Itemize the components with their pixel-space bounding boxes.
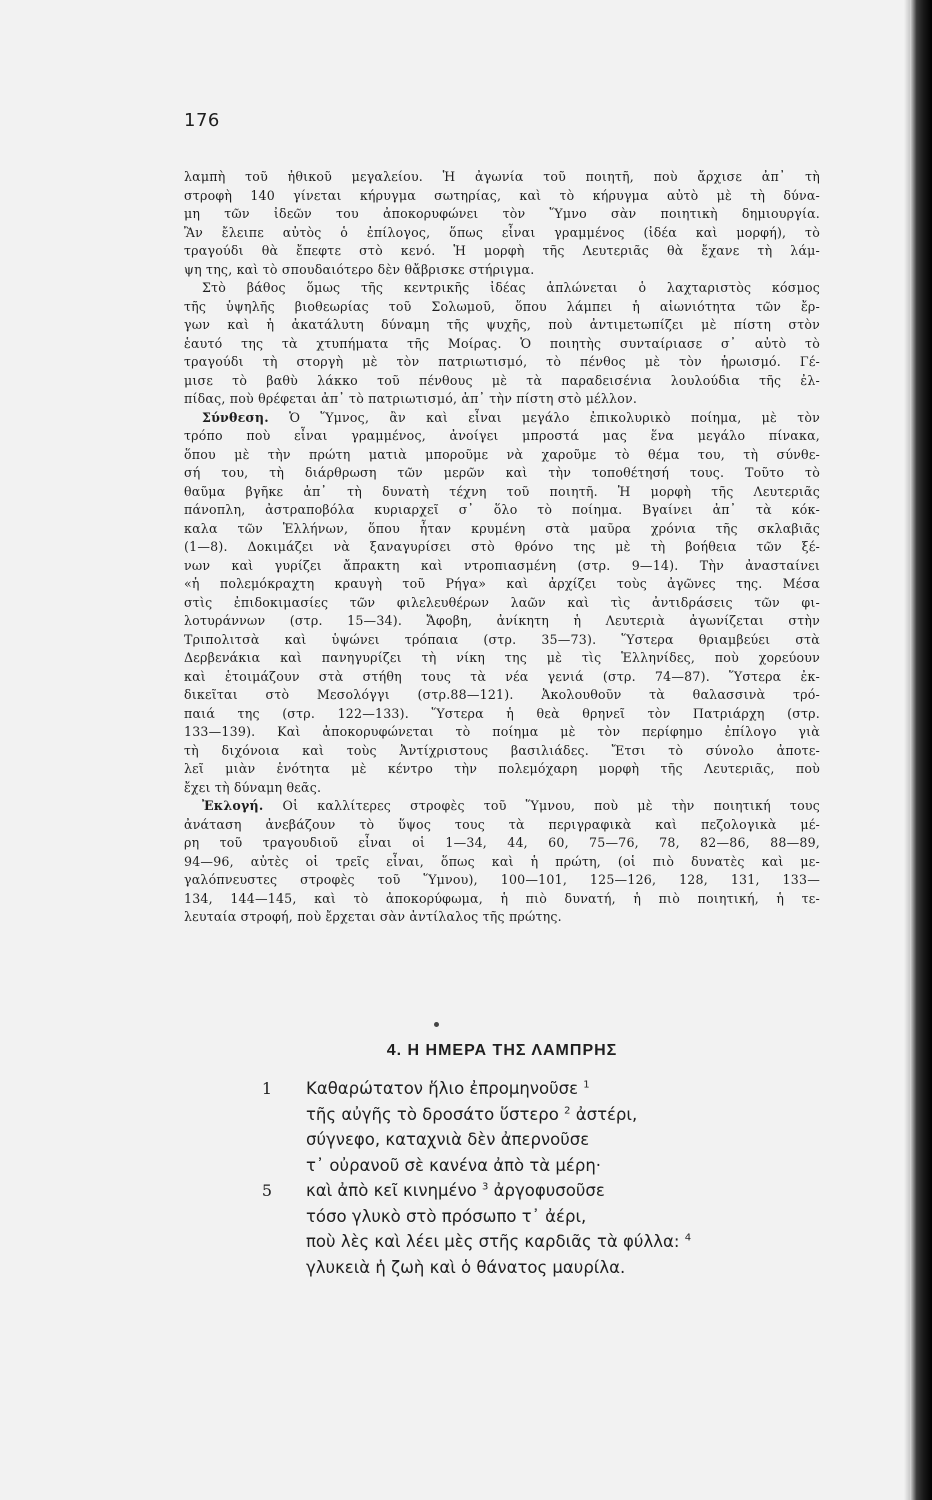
text-line xyxy=(184,816,820,835)
verse-words: τόσο γλυκὸ στὸ πρόσωπο τ᾽ ἀέρι, xyxy=(306,1206,587,1226)
text-run: πίδας, ποὺ θρέφεται ἀπ᾽ τὸ πατριωτισμό, ἀπ᾽ τὴν πίστη στὸ μέλλον. xyxy=(184,391,638,406)
text-run: θαῦμα βγῆκε ἀπ᾽ τὴ δυνατὴ τέχνη τοῦ ποιητῆ. Ἡ μορφὴ τῆς Λευτεριᾶς xyxy=(184,483,820,499)
footnote-marker: 1 xyxy=(583,1079,590,1091)
text-run: 133—139). Καὶ ἀποκορυφώνεται τὸ ποίημα μὲ τὸν περίφημο ἐπίλογο γιὰ xyxy=(184,724,820,739)
poem-text xyxy=(258,1076,758,1280)
text-line xyxy=(184,557,820,576)
verse-line xyxy=(258,1255,758,1281)
verse-words-after-note: ἀστέρι, xyxy=(570,1104,638,1124)
verse-line xyxy=(258,1127,758,1153)
text-run: ἑαυτό της τὰ χτυπήματα τῆς Μοίρας. Ὁ ποιητὴς συνταίριασε σ᾽ αὐτὸ τὸ xyxy=(184,335,820,351)
footnote-marker: 4 xyxy=(684,1232,692,1244)
verse-words-after-note: ἀργοφυσοῦσε xyxy=(488,1181,605,1200)
text-run: Τριπολιτσὰ καὶ ὑψώνει τρόπαια (στρ. 35—73). Ὕστερα θριαμβεύει στὰ xyxy=(184,631,820,647)
text-run: στροφὴ 140 γίνεται κήρυγμα σωτηρίας, καὶ τὸ κήρυγμα αὐτὸ μὲ τὴ δύνα- xyxy=(184,187,820,203)
text-line xyxy=(184,853,820,872)
verse-text xyxy=(306,1153,601,1179)
text-line xyxy=(184,668,820,687)
footnote-marker: 3 xyxy=(482,1181,489,1193)
verse-number: 1 xyxy=(261,1079,272,1098)
text-run: δικεῖται στὸ Μεσολόγγι (στρ.88—121). Ἀκολουθοῦν τὰ θαλασσινὰ τρό- xyxy=(184,687,820,702)
text-run: λεῖ μιὰν ἑνότητα μὲ κέντρο τὴν πολεμόχαρη μορφὴ τῆς Λευτεριᾶς, ποὺ xyxy=(184,761,820,776)
text-line xyxy=(184,760,820,779)
verse-words: καὶ ἀπὸ κεῖ κινημένο xyxy=(306,1181,477,1200)
text-line xyxy=(184,483,820,502)
text-run: 94—96, αὐτὲς οἱ τρεῖς εἶναι, ὅπως καὶ ἡ πρώτη, (οἱ πιὸ δυνατὲς καὶ με- xyxy=(184,853,820,869)
text-line xyxy=(184,409,820,428)
text-line xyxy=(184,520,820,539)
text-line xyxy=(184,446,820,465)
text-line xyxy=(184,779,820,798)
verse-text xyxy=(306,1178,605,1204)
text-run: τρόπο ποὺ εἶναι γραμμένος, ἀνοίγει μπροστά μας ἕνα μεγάλο πίνακα, xyxy=(184,428,820,443)
text-run: λοτυράννων (στρ. 15—34). Ἄφοβη, ἀνίκητη ἡ Λευτεριὰ ἀγωνίζεται στὴν xyxy=(184,613,820,628)
ornament-dot xyxy=(434,1022,439,1027)
text-run: Οἱ καλλίτερες στροφὲς τοῦ Ὕμνου, ποὺ μὲ τὴν ποιητική τους xyxy=(263,798,820,813)
section-label: Σύνθεση. xyxy=(202,409,269,425)
verse-text xyxy=(306,1076,590,1102)
text-line xyxy=(184,464,820,483)
text-line xyxy=(184,279,820,298)
verse-text xyxy=(306,1102,637,1128)
text-run: στὶς ἐπιδοκιμασίες τῶν φιλελευθέρων λαῶν καὶ τὶς ἀντιδράσεις τῶν φι- xyxy=(184,594,820,610)
verse-line xyxy=(258,1229,758,1255)
text-run: ὅπου μὲ τὴν πρώτη ματιὰ μποροῦμε νὰ χαροῦμε τὸ θέμα του, τὴ σύνθε- xyxy=(184,446,820,462)
book-spine xyxy=(910,0,932,1500)
verse-text xyxy=(306,1204,586,1230)
verse-words: τ᾽ οὐρανοῦ σὲ κανένα ἀπὸ τὰ μέρη· xyxy=(306,1155,602,1175)
verse-words: σύγνεφο, καταχνιὰ δὲν ἀπερνοῦσε xyxy=(306,1130,590,1149)
verse-line xyxy=(258,1204,758,1230)
text-run: (1—8). Δοκιμάζει νὰ ξαναγυρίσει στὸ θρόνο της μὲ τὴ βοήθεια τῶν ξέ- xyxy=(184,539,820,554)
text-line xyxy=(184,594,820,613)
text-line xyxy=(184,834,820,853)
text-run: πάνοπλη, ἀστραποβόλα κυριαρχεῖ σ᾽ ὅλο τὸ ποίημα. Βγαίνει ἀπ᾽ τὰ κόκ- xyxy=(184,502,820,517)
text-run: ψη της, καὶ τὸ σπουδαιότερο δὲν θἄβρισκε στήριγμα. xyxy=(184,261,535,277)
section-label: Ἐκλογή. xyxy=(202,798,264,813)
text-line xyxy=(184,261,820,280)
text-run: ἀνάταση ἀνεβάζουν τὸ ὕψος τους τὰ περιγραφικὰ καὶ πεζολογικὰ μέ- xyxy=(184,816,820,832)
text-line xyxy=(184,742,820,761)
page-number: 176 xyxy=(184,110,220,131)
text-run: τὴ διχόνοια καὶ τοὺς Ἀντίχριστους βασιλιάδες. Ἔτσι τὸ σύνολο ἀποτε- xyxy=(184,742,820,758)
text-run: λευταία στροφή, ποὺ ἔρχεται σὰν ἀντίλαλος τῆς πρώτης. xyxy=(184,909,562,924)
text-line xyxy=(184,427,820,446)
text-line xyxy=(184,372,820,391)
verse-text xyxy=(306,1255,625,1281)
verse-text xyxy=(306,1127,589,1153)
text-line xyxy=(184,390,820,409)
verse-words: Καθαρώτατον ἥλιο ἐπρομηνοῦσε xyxy=(306,1079,579,1098)
text-run: νων καὶ γυρίζει ἄπρακτη καὶ ντροπιασμένη (στρ. 9—14). Τὴν ἀνασταίνει xyxy=(184,557,820,573)
text-line xyxy=(184,168,820,187)
text-line xyxy=(184,871,820,890)
poem-heading: 4. Η ΗΜΕΡΑ ΤΗΣ ΛΑΜΠΡΗΣ xyxy=(386,1042,618,1059)
text-run: γων καὶ ἡ ἀκατάλυτη δύναμη τῆς ψυχῆς, ποὺ ἀντιμετωπίζει μὲ πίστη στὸν xyxy=(184,317,820,332)
text-line xyxy=(184,649,820,668)
verse-words: τῆς αὐγῆς τὸ δροσάτο ὕστερο xyxy=(306,1104,559,1124)
text-run: σή του, τὴ διάρθρωση τῶν μερῶν καὶ τὴν τοποθέτησή τους. Τοῦτο τὸ xyxy=(184,465,820,480)
text-run: μη τῶν ἰδεῶν του ἀποκορυφώνει τὸν Ὕμνο σὰν ποιητικὴ δημιουργία. xyxy=(184,206,820,221)
text-line xyxy=(184,538,820,557)
text-line xyxy=(184,335,820,354)
text-line xyxy=(184,631,820,650)
text-line xyxy=(184,723,820,742)
text-line xyxy=(184,890,820,909)
text-run: Στὸ βάθος ὅμως τῆς κεντρικῆς ἰδέας ἁπλώνεται ὁ λαχταριστὸς κόσμος xyxy=(202,280,820,295)
text-line xyxy=(184,224,820,243)
text-run: Ἂν ἔλειπε αὐτὸς ὁ ἐπίλογος, ὅπως εἶναι γραμμένος (ἰδέα καὶ μορφή), τὸ xyxy=(184,224,820,240)
text-run: μισε τὸ βαθὺ λάκκο τοῦ πένθους μὲ τὰ παραδεισένια λουλούδια τῆς ἐλ- xyxy=(184,372,820,388)
text-run: 134, 144—145, καὶ τὸ ἀποκορύφωμα, ἡ πιὸ δυνατή, ἡ πιὸ ποιητική, ἡ τε- xyxy=(184,890,820,906)
verse-words: ποὺ λὲς καὶ λέει μὲς στῆς καρδιᾶς τὰ φύλλα: xyxy=(306,1232,680,1251)
verse-line xyxy=(258,1178,758,1204)
text-line xyxy=(184,242,820,261)
verse-line xyxy=(258,1076,758,1102)
text-line xyxy=(184,797,820,816)
verse-words: γλυκειὰ ἡ ζωὴ καὶ ὁ θάνατος μαυρίλα. xyxy=(306,1257,626,1277)
text-run: τῆς ὑψηλῆς βιοθεωρίας τοῦ Σολωμοῦ, ὅπου λάμπει ἡ αἰωνιότητα τῶν ἔρ- xyxy=(184,298,820,314)
verse-number: 5 xyxy=(261,1181,272,1200)
text-run: ρη τοῦ τραγουδιοῦ εἶναι οἱ 1—34, 44, 60, 75—76, 78, 82—86, 88—89, xyxy=(184,835,820,850)
text-line xyxy=(184,686,820,705)
text-run: «ἡ πολεμόκραχτη κραυγὴ τοῦ Ρήγα» καὶ ἀρχίζει τοὺς ἀγῶνες της. Μέσα xyxy=(184,576,820,591)
text-line xyxy=(184,612,820,631)
text-run: καλα τῶν Ἑλλήνων, ὅπου ἦταν κρυμένη στὰ μαῦρα χρόνια τῆς σκλαβιᾶς xyxy=(184,520,820,536)
verse-text xyxy=(306,1229,691,1255)
text-run: παιά της (στρ. 122—133). Ὕστερα ἡ θεὰ θρηνεῖ τὸν Πατριάρχη (στρ. xyxy=(184,705,820,721)
text-run: τραγούδι τὴ στοργὴ μὲ τὸν πατριωτισμό, τὸ πένθος μὲ τὸν ἡρωισμό. Γέ- xyxy=(184,354,820,369)
footnote-marker: 2 xyxy=(564,1105,571,1116)
text-run: τραγούδι θὰ ἔπεφτε στὸ κενό. Ἡ μορφὴ τῆς Λευτεριᾶς θὰ ἔχανε τὴ λάμ- xyxy=(184,243,820,258)
text-line xyxy=(184,575,820,594)
text-line xyxy=(184,298,820,317)
text-line xyxy=(184,316,820,335)
text-line xyxy=(184,353,820,372)
text-run: λαμπὴ τοῦ ἠθικοῦ μεγαλείου. Ἡ ἀγωνία τοῦ ποιητῆ, ποὺ ἄρχισε ἀπ᾽ τὴ xyxy=(184,169,820,184)
commentary-text xyxy=(184,168,820,927)
verse-line xyxy=(258,1153,758,1179)
text-line xyxy=(184,205,820,224)
text-line xyxy=(184,705,820,724)
text-run: ἔχει τὴ δύναμη θεᾶς. xyxy=(184,779,322,795)
text-run: Ὁ Ὕμνος, ἂν καὶ εἶναι μεγάλο ἐπικολυρικὸ ποίημα, μὲ τὸν xyxy=(268,409,820,425)
text-line xyxy=(184,908,820,927)
text-line xyxy=(184,501,820,520)
text-run: γαλόπνευστες στροφὲς τοῦ Ὕμνου), 100—101, 125—126, 128, 131, 133— xyxy=(184,872,820,887)
text-run: Δερβενάκια καὶ πανηγυρίζει τὴ νίκη της μὲ τὶς Ἑλληνίδες, ποὺ χορεύουν xyxy=(184,650,820,665)
text-run: καὶ ἑτοιμάζουν στὰ στήθη τους τὰ νέα γενιά (στρ. 74—87). Ὕστερα ἐκ- xyxy=(184,668,820,684)
text-line xyxy=(184,187,820,206)
verse-line xyxy=(258,1102,758,1128)
